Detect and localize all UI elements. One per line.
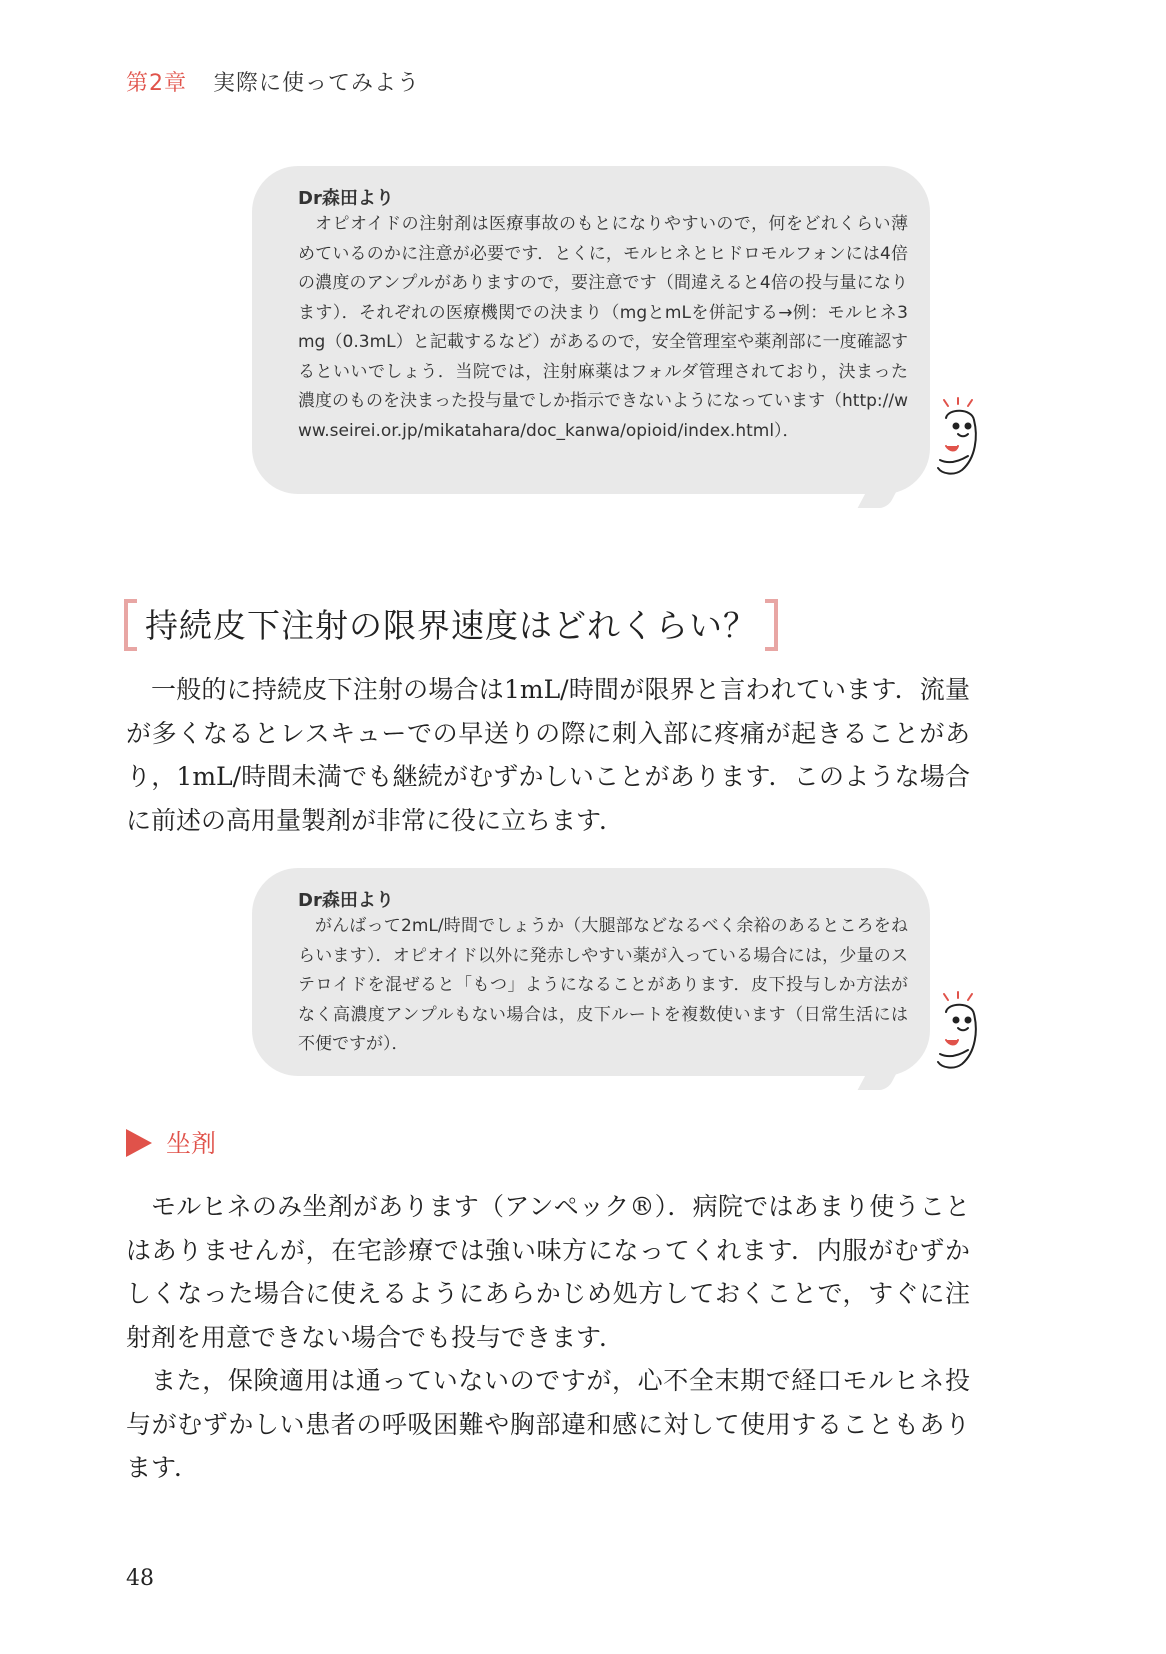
subsection-paragraph-1: モルヒネのみ坐剤があります（アンペック®）．病院ではあまり使うことはありませんが，在宅診療では強い味方になってくれます．内服がむずかしくなった場合に使えるようにあらかじめ処方しておくことで，すぐに注射剤を用意できない場合でも投与できます．: [126, 1192, 970, 1352]
speech-bubble-tail: [858, 1066, 901, 1090]
note-heading: Dr森田より: [298, 188, 394, 209]
chapter-title: 実際に使ってみよう: [213, 71, 421, 96]
section-paragraph: 一般的に持続皮下注射の場合は1mL/時間が限界と言われています．流量が多くなるとレスキューでの早送りの際に刺入部に疼痛が起きることがあり，1mL/時間未満でも継続がむずかしいことがあります．このような場合に前述の高用量製剤が非常に役に立ちます．: [126, 675, 970, 835]
doctor-mascot-icon: [928, 990, 990, 1074]
note-text: オピオイドの注射剤は医療事故のもとになりやすいので，何をどれくらい薄めているのかに注意が必要です．とくに，モルヒネとヒドロモルフォンには4倍の濃度のアンプルがありますので，要注意です（間違えると4倍の投与量になります）．それぞれの医療機関での決まり（mgとmLを併記する→例：モルヒネ3mg（0.3mL）と記載するなど）があるので，安全管理室や薬剤部に一度確認するといいでしょう．当院では，注射麻薬はフォルダ管理されており，決まった濃度のものを決まった投与量でしか指示できないようになっています（http://www.seirei.or.jp/mikatahara/doc_kanwa/opioid/index.html）．: [298, 214, 908, 441]
doctor-note-bubble-1: [252, 166, 930, 494]
page-number: 48: [126, 1566, 154, 1591]
note-heading: Dr森田より: [298, 890, 394, 911]
section-heading: [124, 600, 778, 654]
chapter-header: [126, 66, 420, 97]
triangle-bullet-icon: [126, 1129, 152, 1157]
bracket-right: [765, 599, 778, 651]
bracket-left: [124, 599, 137, 651]
speech-bubble-tail: [858, 484, 901, 508]
subsection-heading: [126, 1124, 216, 1160]
subsection-paragraph-2: また，保険適用は通っていないのですが，心不全末期で経口モルヒネ投与がむずかしい患者の呼吸困難や胸部違和感に対して使用することもあります．: [126, 1366, 970, 1482]
doctor-mascot-icon: [928, 396, 990, 480]
note-text: がんばって2mL/時間でしょうか（大腿部などなるべく余裕のあるところをねらいます）．オピオイド以外に発赤しやすい薬が入っている場合には，少量のステロイドを混ぜると「もつ」ようになることがあります．皮下投与しか方法がなく高濃度アンプルもない場合は，皮下ルートを複数使います（日常生活には不便ですが）．: [298, 916, 908, 1054]
doctor-note-bubble-2: [252, 868, 930, 1076]
section-heading-text: 持続皮下注射の限界速度はどれくらい？: [145, 606, 757, 645]
subsection-heading-text: 坐剤: [166, 1129, 217, 1158]
chapter-number: 第2章: [126, 71, 187, 96]
